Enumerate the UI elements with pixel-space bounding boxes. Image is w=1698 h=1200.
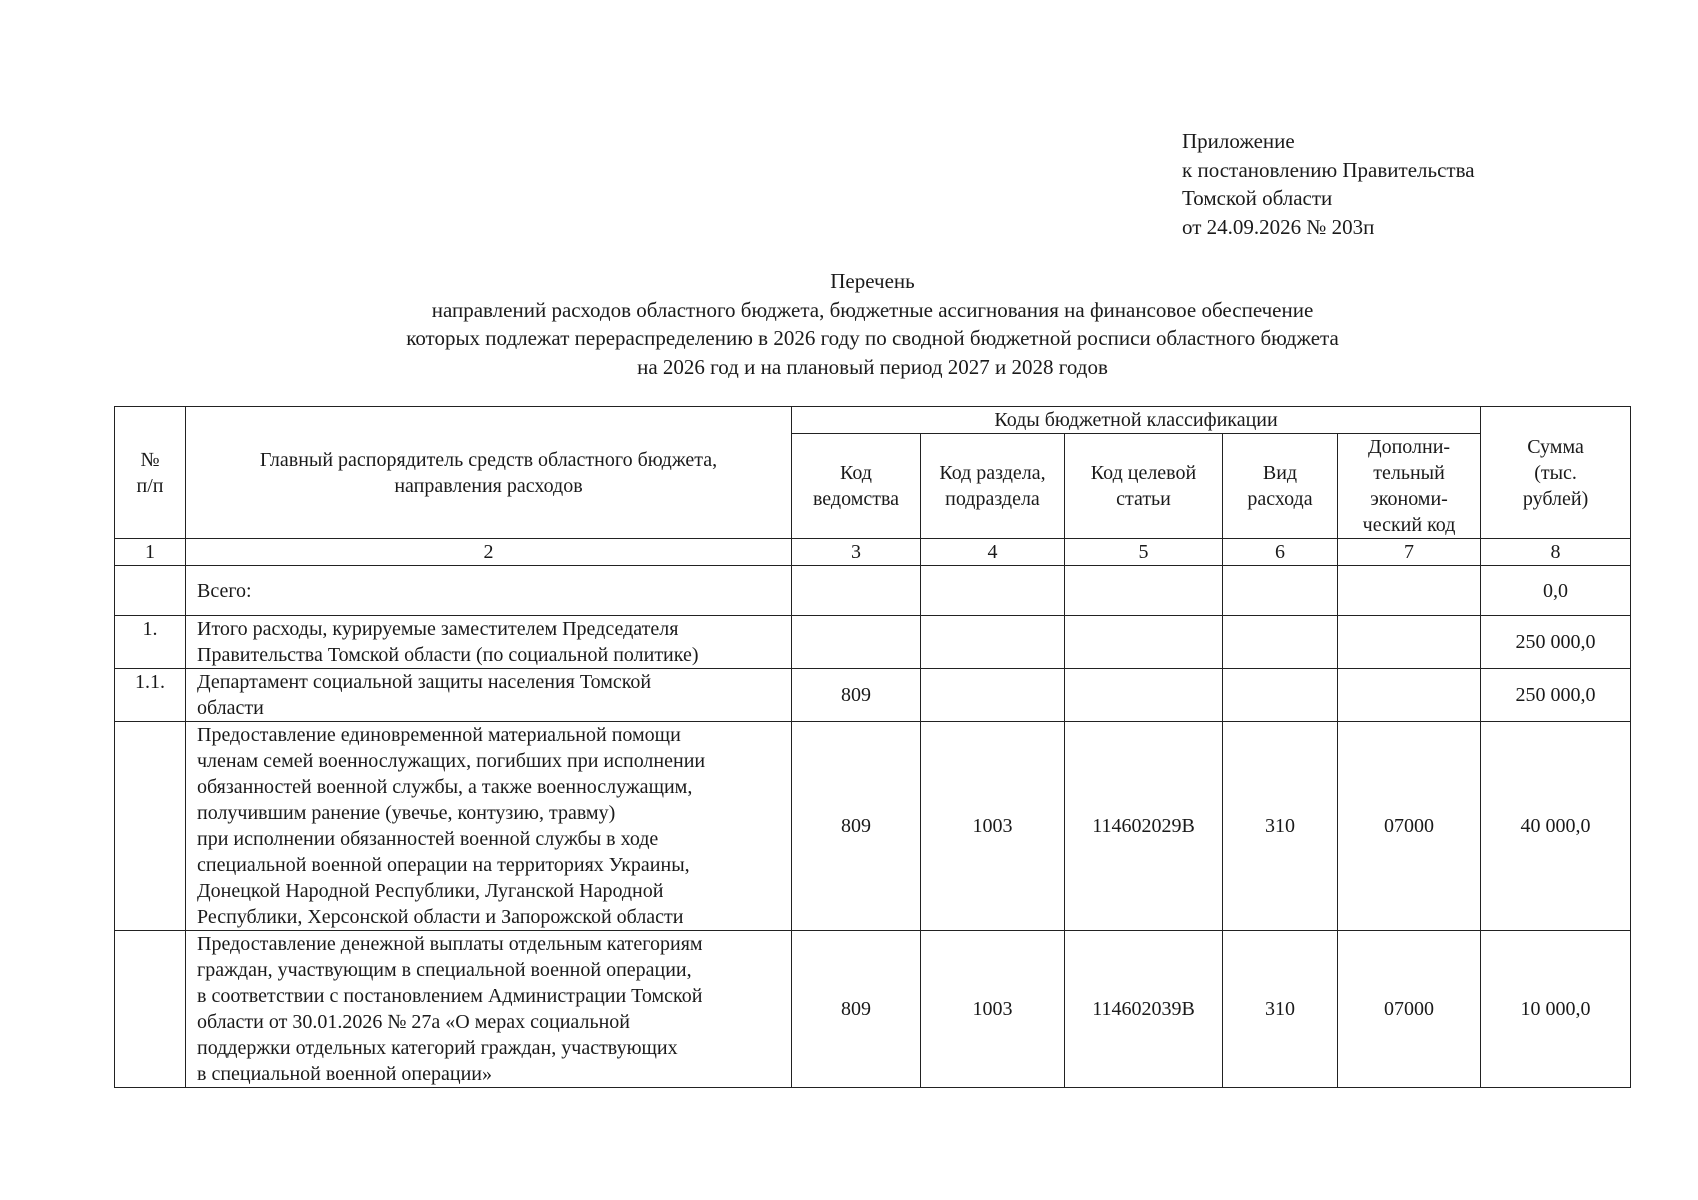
cell-type: 310 — [1223, 931, 1338, 1088]
cell-extra: 07000 — [1338, 722, 1481, 931]
appendix-block — [1182, 127, 1475, 241]
title-line: которых подлежат перераспределению в 2026 году по сводной бюджетной росписи областного бюджета — [406, 326, 1339, 350]
cell-type — [1223, 669, 1338, 722]
table-row — [115, 931, 1631, 1088]
header-codes-group: Коды бюджетной классификации — [792, 407, 1481, 434]
header-expense-type: Вид расхода — [1223, 434, 1338, 539]
cell-num: 1. — [115, 616, 186, 669]
table-row — [115, 669, 1631, 722]
cell-name: Предоставление денежной выплаты отдельным категориям граждан, участвующим в специальной военной операции, в соответствии с постановлением Администрации Томской области от 30.01.2026 № 27а «О мерах социальной поддержки отдельных категорий граждан, участвующих в специальной военной операции» — [186, 931, 792, 1088]
cell-target: 114602029В — [1065, 722, 1223, 931]
column-number: 4 — [921, 539, 1065, 566]
title-line: Перечень — [830, 269, 915, 293]
header-extra-code: Дополни- тельный экономи- ческий код — [1338, 434, 1481, 539]
cell-sum: 0,0 — [1481, 566, 1631, 616]
cell-extra — [1338, 566, 1481, 616]
cell-section — [921, 616, 1065, 669]
appendix-line: от 24.09.2026 № 203п — [1182, 214, 1375, 239]
cell-target — [1065, 669, 1223, 722]
header-section-code: Код раздела, подраздела — [921, 434, 1065, 539]
cell-sum: 10 000,0 — [1481, 931, 1631, 1088]
cell-dept: 809 — [792, 722, 921, 931]
cell-target — [1065, 566, 1223, 616]
header-sum: Сумма (тыс. рублей) — [1481, 407, 1631, 539]
cell-dept — [792, 566, 921, 616]
table-row — [115, 722, 1631, 931]
appendix-line: к постановлению Правительства — [1182, 157, 1475, 182]
cell-num — [115, 566, 186, 616]
table-row-total — [115, 566, 1631, 616]
cell-type — [1223, 566, 1338, 616]
cell-dept — [792, 616, 921, 669]
column-number: 3 — [792, 539, 921, 566]
header-target-code: Код целевой статьи — [1065, 434, 1223, 539]
cell-extra — [1338, 669, 1481, 722]
cell-target — [1065, 616, 1223, 669]
table-row — [115, 616, 1631, 669]
cell-sum: 40 000,0 — [1481, 722, 1631, 931]
cell-section — [921, 669, 1065, 722]
cell-type: 310 — [1223, 722, 1338, 931]
cell-num: 1.1. — [115, 669, 186, 722]
header-dept-code: Код ведомства — [792, 434, 921, 539]
cell-name: Департамент социальной защиты населения Томской области — [186, 669, 792, 722]
column-number: 7 — [1338, 539, 1481, 566]
cell-name: Предоставление единовременной материальной помощи членам семей военнослужащих, погибших при исполнении обязанностей военной службы, а также военнослужащим, получившим ранение (увечье, контузию, травму) при исполнении обязанностей военной службы в ходе специальной военной операции на территориях Украины, Донецкой Народной Республики, Луганской Народной Республики, Херсонской области и Запорожской области — [186, 722, 792, 931]
column-number: 1 — [115, 539, 186, 566]
cell-sum: 250 000,0 — [1481, 616, 1631, 669]
appendix-line: Приложение — [1182, 129, 1295, 153]
header-name: Главный распорядитель средств областного бюджета, направления расходов — [186, 407, 792, 539]
budget-table — [114, 406, 1631, 1088]
cell-dept: 809 — [792, 931, 921, 1088]
cell-sum: 250 000,0 — [1481, 669, 1631, 722]
document-title — [115, 267, 1630, 381]
column-number: 5 — [1065, 539, 1223, 566]
title-line: направлений расходов областного бюджета, бюджетные ассигнования на финансовое обеспечение — [431, 297, 1314, 322]
column-number: 2 — [186, 539, 792, 566]
cell-name: Итого расходы, курируемые заместителем Председателя Правительства Томской области (по социальной политике) — [186, 616, 792, 669]
cell-type — [1223, 616, 1338, 669]
cell-section: 1003 — [921, 931, 1065, 1088]
appendix-line: Томской области — [1182, 186, 1333, 210]
cell-target: 114602039В — [1065, 931, 1223, 1088]
column-numbers-row — [115, 539, 1631, 566]
header-num: № п/п — [115, 407, 186, 539]
cell-section: 1003 — [921, 722, 1065, 931]
title-line: на 2026 год и на плановый период 2027 и 2028 годов — [637, 354, 1108, 379]
column-number: 6 — [1223, 539, 1338, 566]
cell-section — [921, 566, 1065, 616]
cell-num — [115, 931, 186, 1088]
column-number: 8 — [1481, 539, 1631, 566]
cell-dept: 809 — [792, 669, 921, 722]
cell-num — [115, 722, 186, 931]
cell-extra: 07000 — [1338, 931, 1481, 1088]
cell-extra — [1338, 616, 1481, 669]
cell-name: Всего: — [186, 566, 792, 616]
